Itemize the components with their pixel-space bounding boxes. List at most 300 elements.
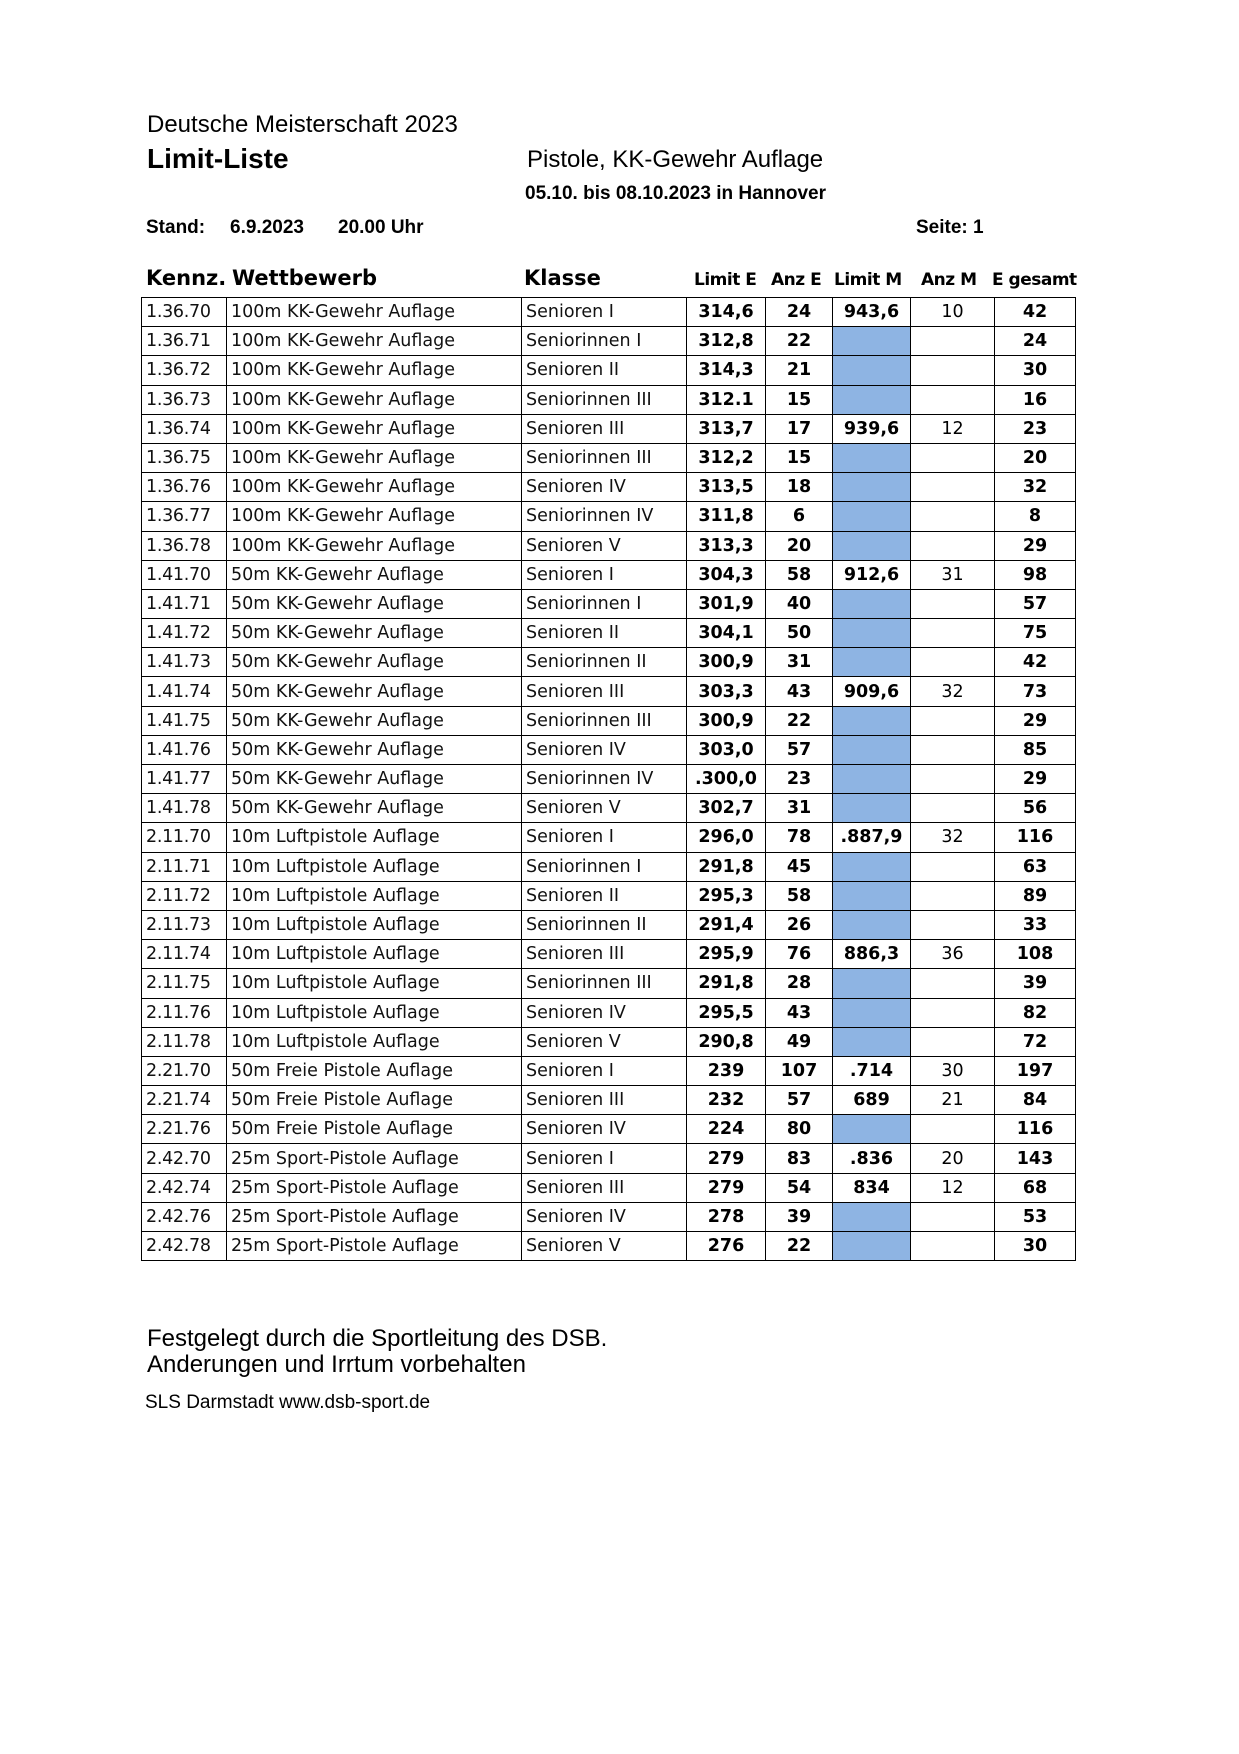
anz-e-cell: 15 bbox=[766, 443, 833, 472]
anz-e-cell: 76 bbox=[766, 940, 833, 969]
limit-m-cell bbox=[833, 356, 911, 385]
anz-e-cell: 43 bbox=[766, 998, 833, 1027]
klasse-cell: Senioren I bbox=[522, 298, 687, 327]
kennz-cell: 2.42.76 bbox=[142, 1202, 227, 1231]
table-row bbox=[142, 794, 1076, 823]
limit-e-cell: 295,9 bbox=[687, 940, 766, 969]
klasse-cell: Seniorinnen II bbox=[522, 648, 687, 677]
kennz-cell: 1.36.72 bbox=[142, 356, 227, 385]
kennz-cell: 1.36.75 bbox=[142, 443, 227, 472]
kennz-cell: 2.11.75 bbox=[142, 969, 227, 998]
limit-e-cell: 295,3 bbox=[687, 881, 766, 910]
limit-m-cell: 912,6 bbox=[833, 560, 911, 589]
kennz-cell: 2.11.72 bbox=[142, 881, 227, 910]
kennz-cell: 1.36.78 bbox=[142, 531, 227, 560]
anz-e-cell: 17 bbox=[766, 414, 833, 443]
kennz-cell: 2.11.71 bbox=[142, 852, 227, 881]
limit-table-body bbox=[142, 298, 1076, 1261]
table-row bbox=[142, 1144, 1076, 1173]
anz-m-cell bbox=[911, 473, 995, 502]
footer-line-1: Festgelegt durch die Sportleitung des DSB. bbox=[147, 1325, 608, 1352]
table-row bbox=[142, 881, 1076, 910]
limit-m-cell bbox=[833, 881, 911, 910]
wettbewerb-cell: 50m KK-Gewehr Auflage bbox=[227, 560, 522, 589]
table-row bbox=[142, 706, 1076, 735]
anz-e-cell: 23 bbox=[766, 765, 833, 794]
limit-m-cell bbox=[833, 385, 911, 414]
limit-e-cell: 312,8 bbox=[687, 327, 766, 356]
klasse-cell: Seniorinnen I bbox=[522, 327, 687, 356]
col-header-wettbewerb: Wettbewerb bbox=[232, 266, 378, 290]
klasse-cell: Seniorinnen III bbox=[522, 706, 687, 735]
anz-e-cell: 83 bbox=[766, 1144, 833, 1173]
anz-m-cell bbox=[911, 998, 995, 1027]
anz-e-cell: 21 bbox=[766, 356, 833, 385]
wettbewerb-cell: 100m KK-Gewehr Auflage bbox=[227, 327, 522, 356]
kennz-cell: 1.41.74 bbox=[142, 677, 227, 706]
klasse-cell: Senioren V bbox=[522, 531, 687, 560]
e-gesamt-cell: 143 bbox=[995, 1144, 1076, 1173]
anz-e-cell: 15 bbox=[766, 385, 833, 414]
klasse-cell: Senioren III bbox=[522, 1086, 687, 1115]
wettbewerb-cell: 25m Sport-Pistole Auflage bbox=[227, 1202, 522, 1231]
e-gesamt-cell: 75 bbox=[995, 619, 1076, 648]
kennz-cell: 1.36.74 bbox=[142, 414, 227, 443]
wettbewerb-cell: 10m Luftpistole Auflage bbox=[227, 910, 522, 939]
stand-date: 6.9.2023 bbox=[230, 217, 304, 238]
limit-m-cell bbox=[833, 1115, 911, 1144]
klasse-cell: Senioren IV bbox=[522, 1115, 687, 1144]
col-header-anz-m: Anz M bbox=[921, 270, 977, 290]
table-row bbox=[142, 1086, 1076, 1115]
limit-m-cell bbox=[833, 502, 911, 531]
limit-m-cell bbox=[833, 910, 911, 939]
klasse-cell: Senioren II bbox=[522, 356, 687, 385]
e-gesamt-cell: 57 bbox=[995, 589, 1076, 618]
e-gesamt-cell: 85 bbox=[995, 735, 1076, 764]
kennz-cell: 1.41.77 bbox=[142, 765, 227, 794]
table-row bbox=[142, 998, 1076, 1027]
wettbewerb-cell: 100m KK-Gewehr Auflage bbox=[227, 443, 522, 472]
wettbewerb-cell: 50m KK-Gewehr Auflage bbox=[227, 619, 522, 648]
e-gesamt-cell: 23 bbox=[995, 414, 1076, 443]
limit-e-cell: 312,2 bbox=[687, 443, 766, 472]
table-row bbox=[142, 969, 1076, 998]
anz-m-cell bbox=[911, 881, 995, 910]
col-header-e-gesamt: E gesamt bbox=[992, 270, 1077, 290]
wettbewerb-cell: 100m KK-Gewehr Auflage bbox=[227, 414, 522, 443]
anz-e-cell: 24 bbox=[766, 298, 833, 327]
anz-m-cell bbox=[911, 1202, 995, 1231]
klasse-cell: Senioren V bbox=[522, 1232, 687, 1261]
table-row bbox=[142, 1115, 1076, 1144]
limit-m-cell bbox=[833, 1027, 911, 1056]
wettbewerb-cell: 50m Freie Pistole Auflage bbox=[227, 1115, 522, 1144]
anz-e-cell: 39 bbox=[766, 1202, 833, 1231]
limit-m-cell bbox=[833, 998, 911, 1027]
limit-m-cell bbox=[833, 327, 911, 356]
limit-e-cell: 296,0 bbox=[687, 823, 766, 852]
klasse-cell: Seniorinnen I bbox=[522, 852, 687, 881]
wettbewerb-cell: 50m KK-Gewehr Auflage bbox=[227, 589, 522, 618]
kennz-cell: 1.41.76 bbox=[142, 735, 227, 764]
limit-m-cell bbox=[833, 589, 911, 618]
anz-e-cell: 22 bbox=[766, 327, 833, 356]
anz-m-cell bbox=[911, 794, 995, 823]
col-header-klasse: Klasse bbox=[524, 266, 601, 290]
anz-m-cell bbox=[911, 589, 995, 618]
klasse-cell: Senioren III bbox=[522, 940, 687, 969]
table-row bbox=[142, 910, 1076, 939]
limit-m-cell: 909,6 bbox=[833, 677, 911, 706]
limit-e-cell: 291,8 bbox=[687, 969, 766, 998]
kennz-cell: 2.42.70 bbox=[142, 1144, 227, 1173]
wettbewerb-cell: 50m Freie Pistole Auflage bbox=[227, 1056, 522, 1085]
limit-m-cell bbox=[833, 619, 911, 648]
limit-m-cell bbox=[833, 852, 911, 881]
kennz-cell: 1.36.73 bbox=[142, 385, 227, 414]
limit-e-cell: 278 bbox=[687, 1202, 766, 1231]
anz-e-cell: 58 bbox=[766, 881, 833, 910]
table-row bbox=[142, 648, 1076, 677]
anz-e-cell: 54 bbox=[766, 1173, 833, 1202]
anz-e-cell: 22 bbox=[766, 1232, 833, 1261]
table-row bbox=[142, 502, 1076, 531]
limit-e-cell: 312.1 bbox=[687, 385, 766, 414]
anz-m-cell: 36 bbox=[911, 940, 995, 969]
klasse-cell: Senioren IV bbox=[522, 735, 687, 764]
anz-m-cell: 10 bbox=[911, 298, 995, 327]
e-gesamt-cell: 16 bbox=[995, 385, 1076, 414]
anz-m-cell: 20 bbox=[911, 1144, 995, 1173]
e-gesamt-cell: 30 bbox=[995, 1232, 1076, 1261]
limit-m-cell bbox=[833, 443, 911, 472]
anz-m-cell: 32 bbox=[911, 823, 995, 852]
anz-m-cell bbox=[911, 1027, 995, 1056]
wettbewerb-cell: 100m KK-Gewehr Auflage bbox=[227, 473, 522, 502]
anz-m-cell: 31 bbox=[911, 560, 995, 589]
e-gesamt-cell: 68 bbox=[995, 1173, 1076, 1202]
limit-m-cell bbox=[833, 648, 911, 677]
e-gesamt-cell: 8 bbox=[995, 502, 1076, 531]
limit-m-cell: 886,3 bbox=[833, 940, 911, 969]
table-row bbox=[142, 298, 1076, 327]
e-gesamt-cell: 197 bbox=[995, 1056, 1076, 1085]
limit-m-cell bbox=[833, 794, 911, 823]
limit-m-cell bbox=[833, 531, 911, 560]
kennz-cell: 2.42.74 bbox=[142, 1173, 227, 1202]
anz-m-cell: 21 bbox=[911, 1086, 995, 1115]
anz-e-cell: 22 bbox=[766, 706, 833, 735]
anz-m-cell bbox=[911, 1232, 995, 1261]
e-gesamt-cell: 29 bbox=[995, 765, 1076, 794]
kennz-cell: 1.41.71 bbox=[142, 589, 227, 618]
anz-e-cell: 31 bbox=[766, 648, 833, 677]
wettbewerb-cell: 50m KK-Gewehr Auflage bbox=[227, 706, 522, 735]
klasse-cell: Senioren IV bbox=[522, 473, 687, 502]
kennz-cell: 1.36.70 bbox=[142, 298, 227, 327]
event-title: Deutsche Meisterschaft 2023 bbox=[147, 111, 458, 138]
table-row bbox=[142, 823, 1076, 852]
wettbewerb-cell: 100m KK-Gewehr Auflage bbox=[227, 531, 522, 560]
e-gesamt-cell: 84 bbox=[995, 1086, 1076, 1115]
anz-m-cell: 12 bbox=[911, 1173, 995, 1202]
table-row bbox=[142, 531, 1076, 560]
limit-e-cell: 295,5 bbox=[687, 998, 766, 1027]
anz-e-cell: 50 bbox=[766, 619, 833, 648]
kennz-cell: 2.21.76 bbox=[142, 1115, 227, 1144]
anz-m-cell bbox=[911, 648, 995, 677]
anz-e-cell: 26 bbox=[766, 910, 833, 939]
table-row bbox=[142, 735, 1076, 764]
wettbewerb-cell: 25m Sport-Pistole Auflage bbox=[227, 1144, 522, 1173]
kennz-cell: 2.11.70 bbox=[142, 823, 227, 852]
limit-e-cell: 314,6 bbox=[687, 298, 766, 327]
wettbewerb-cell: 100m KK-Gewehr Auflage bbox=[227, 356, 522, 385]
anz-m-cell bbox=[911, 706, 995, 735]
anz-e-cell: 80 bbox=[766, 1115, 833, 1144]
table-row bbox=[142, 589, 1076, 618]
table-row bbox=[142, 1173, 1076, 1202]
limit-m-cell: .836 bbox=[833, 1144, 911, 1173]
anz-m-cell bbox=[911, 531, 995, 560]
anz-m-cell bbox=[911, 1115, 995, 1144]
table-row bbox=[142, 414, 1076, 443]
limit-e-cell: .300,0 bbox=[687, 765, 766, 794]
wettbewerb-cell: 50m KK-Gewehr Auflage bbox=[227, 794, 522, 823]
e-gesamt-cell: 89 bbox=[995, 881, 1076, 910]
limit-e-cell: 314,3 bbox=[687, 356, 766, 385]
e-gesamt-cell: 108 bbox=[995, 940, 1076, 969]
table-row bbox=[142, 619, 1076, 648]
e-gesamt-cell: 63 bbox=[995, 852, 1076, 881]
anz-e-cell: 58 bbox=[766, 560, 833, 589]
e-gesamt-cell: 39 bbox=[995, 969, 1076, 998]
limit-e-cell: 300,9 bbox=[687, 648, 766, 677]
limit-m-cell bbox=[833, 735, 911, 764]
limit-m-cell bbox=[833, 1202, 911, 1231]
e-gesamt-cell: 82 bbox=[995, 998, 1076, 1027]
klasse-cell: Senioren V bbox=[522, 1027, 687, 1056]
e-gesamt-cell: 53 bbox=[995, 1202, 1076, 1231]
anz-e-cell: 20 bbox=[766, 531, 833, 560]
limit-e-cell: 301,9 bbox=[687, 589, 766, 618]
e-gesamt-cell: 24 bbox=[995, 327, 1076, 356]
limit-e-cell: 303,3 bbox=[687, 677, 766, 706]
klasse-cell: Senioren III bbox=[522, 1173, 687, 1202]
kennz-cell: 1.41.72 bbox=[142, 619, 227, 648]
table-row bbox=[142, 677, 1076, 706]
e-gesamt-cell: 29 bbox=[995, 706, 1076, 735]
limit-m-cell: 834 bbox=[833, 1173, 911, 1202]
anz-m-cell bbox=[911, 765, 995, 794]
table-row bbox=[142, 1056, 1076, 1085]
anz-e-cell: 43 bbox=[766, 677, 833, 706]
e-gesamt-cell: 116 bbox=[995, 823, 1076, 852]
klasse-cell: Seniorinnen III bbox=[522, 385, 687, 414]
wettbewerb-cell: 50m KK-Gewehr Auflage bbox=[227, 735, 522, 764]
anz-m-cell bbox=[911, 852, 995, 881]
table-row bbox=[142, 443, 1076, 472]
limit-e-cell: 291,8 bbox=[687, 852, 766, 881]
anz-e-cell: 107 bbox=[766, 1056, 833, 1085]
wettbewerb-cell: 100m KK-Gewehr Auflage bbox=[227, 502, 522, 531]
klasse-cell: Seniorinnen II bbox=[522, 910, 687, 939]
limit-e-cell: 304,1 bbox=[687, 619, 766, 648]
kennz-cell: 1.41.73 bbox=[142, 648, 227, 677]
wettbewerb-cell: 25m Sport-Pistole Auflage bbox=[227, 1232, 522, 1261]
anz-m-cell bbox=[911, 619, 995, 648]
table-row bbox=[142, 1232, 1076, 1261]
kennz-cell: 2.11.76 bbox=[142, 998, 227, 1027]
anz-m-cell bbox=[911, 969, 995, 998]
discipline-title: Pistole, KK-Gewehr Auflage bbox=[527, 146, 824, 173]
anz-e-cell: 45 bbox=[766, 852, 833, 881]
e-gesamt-cell: 42 bbox=[995, 298, 1076, 327]
kennz-cell: 1.36.71 bbox=[142, 327, 227, 356]
table-row bbox=[142, 1027, 1076, 1056]
anz-m-cell bbox=[911, 327, 995, 356]
stand-label: Stand: bbox=[146, 217, 206, 238]
klasse-cell: Senioren I bbox=[522, 1144, 687, 1173]
col-header-kennz: Kennz. bbox=[146, 266, 227, 290]
kennz-cell: 2.11.78 bbox=[142, 1027, 227, 1056]
klasse-cell: Seniorinnen IV bbox=[522, 502, 687, 531]
wettbewerb-cell: 10m Luftpistole Auflage bbox=[227, 969, 522, 998]
limit-table bbox=[141, 297, 1076, 1261]
kennz-cell: 2.21.70 bbox=[142, 1056, 227, 1085]
table-row bbox=[142, 560, 1076, 589]
limit-m-cell bbox=[833, 473, 911, 502]
e-gesamt-cell: 72 bbox=[995, 1027, 1076, 1056]
limit-e-cell: 300,9 bbox=[687, 706, 766, 735]
klasse-cell: Senioren III bbox=[522, 414, 687, 443]
anz-m-cell: 30 bbox=[911, 1056, 995, 1085]
klasse-cell: Senioren I bbox=[522, 560, 687, 589]
anz-e-cell: 28 bbox=[766, 969, 833, 998]
wettbewerb-cell: 50m KK-Gewehr Auflage bbox=[227, 648, 522, 677]
e-gesamt-cell: 30 bbox=[995, 356, 1076, 385]
anz-e-cell: 57 bbox=[766, 735, 833, 764]
footer-source: SLS Darmstadt www.dsb-sport.de bbox=[145, 1392, 431, 1413]
col-header-anz-e: Anz E bbox=[771, 270, 822, 290]
klasse-cell: Seniorinnen I bbox=[522, 589, 687, 618]
anz-e-cell: 6 bbox=[766, 502, 833, 531]
anz-m-cell: 12 bbox=[911, 414, 995, 443]
kennz-cell: 1.41.75 bbox=[142, 706, 227, 735]
e-gesamt-cell: 56 bbox=[995, 794, 1076, 823]
col-header-limit-m: Limit M bbox=[834, 270, 902, 290]
footer-note bbox=[147, 1326, 607, 1378]
limit-m-cell: 943,6 bbox=[833, 298, 911, 327]
kennz-cell: 1.41.70 bbox=[142, 560, 227, 589]
wettbewerb-cell: 50m KK-Gewehr Auflage bbox=[227, 765, 522, 794]
e-gesamt-cell: 73 bbox=[995, 677, 1076, 706]
wettbewerb-cell: 100m KK-Gewehr Auflage bbox=[227, 298, 522, 327]
anz-m-cell: 32 bbox=[911, 677, 995, 706]
klasse-cell: Senioren III bbox=[522, 677, 687, 706]
stand-time: 20.00 Uhr bbox=[338, 217, 424, 238]
limit-m-cell: .714 bbox=[833, 1056, 911, 1085]
table-row bbox=[142, 1202, 1076, 1231]
wettbewerb-cell: 10m Luftpistole Auflage bbox=[227, 940, 522, 969]
anz-e-cell: 57 bbox=[766, 1086, 833, 1115]
limit-e-cell: 311,8 bbox=[687, 502, 766, 531]
anz-e-cell: 31 bbox=[766, 794, 833, 823]
wettbewerb-cell: 10m Luftpistole Auflage bbox=[227, 852, 522, 881]
e-gesamt-cell: 33 bbox=[995, 910, 1076, 939]
klasse-cell: Seniorinnen III bbox=[522, 969, 687, 998]
limit-e-cell: 276 bbox=[687, 1232, 766, 1261]
anz-m-cell bbox=[911, 443, 995, 472]
limit-m-cell bbox=[833, 765, 911, 794]
footer-line-2: Anderungen und Irrtum vorbehalten bbox=[147, 1351, 526, 1378]
klasse-cell: Senioren V bbox=[522, 794, 687, 823]
limit-m-cell bbox=[833, 1232, 911, 1261]
klasse-cell: Senioren I bbox=[522, 1056, 687, 1085]
klasse-cell: Senioren IV bbox=[522, 998, 687, 1027]
e-gesamt-cell: 20 bbox=[995, 443, 1076, 472]
limit-e-cell: 232 bbox=[687, 1086, 766, 1115]
kennz-cell: 2.21.74 bbox=[142, 1086, 227, 1115]
klasse-cell: Senioren II bbox=[522, 619, 687, 648]
table-row bbox=[142, 940, 1076, 969]
table-row bbox=[142, 385, 1076, 414]
anz-m-cell bbox=[911, 356, 995, 385]
anz-m-cell bbox=[911, 502, 995, 531]
page-number: Seite: 1 bbox=[916, 217, 984, 238]
limit-e-cell: 290,8 bbox=[687, 1027, 766, 1056]
klasse-cell: Seniorinnen III bbox=[522, 443, 687, 472]
anz-e-cell: 18 bbox=[766, 473, 833, 502]
wettbewerb-cell: 50m KK-Gewehr Auflage bbox=[227, 677, 522, 706]
anz-e-cell: 49 bbox=[766, 1027, 833, 1056]
klasse-cell: Senioren IV bbox=[522, 1202, 687, 1231]
event-dates: 05.10. bis 08.10.2023 in Hannover bbox=[525, 183, 827, 204]
wettbewerb-cell: 100m KK-Gewehr Auflage bbox=[227, 385, 522, 414]
table-row bbox=[142, 765, 1076, 794]
kennz-cell: 2.42.78 bbox=[142, 1232, 227, 1261]
limit-e-cell: 313,3 bbox=[687, 531, 766, 560]
wettbewerb-cell: 10m Luftpistole Auflage bbox=[227, 881, 522, 910]
kennz-cell: 2.11.74 bbox=[142, 940, 227, 969]
limit-e-cell: 304,3 bbox=[687, 560, 766, 589]
limit-m-cell: 939,6 bbox=[833, 414, 911, 443]
limit-m-cell bbox=[833, 706, 911, 735]
limit-m-cell bbox=[833, 969, 911, 998]
limit-m-cell: 689 bbox=[833, 1086, 911, 1115]
limit-e-cell: 224 bbox=[687, 1115, 766, 1144]
wettbewerb-cell: 10m Luftpistole Auflage bbox=[227, 1027, 522, 1056]
wettbewerb-cell: 10m Luftpistole Auflage bbox=[227, 998, 522, 1027]
limit-e-cell: 303,0 bbox=[687, 735, 766, 764]
limit-e-cell: 239 bbox=[687, 1056, 766, 1085]
table-row bbox=[142, 473, 1076, 502]
limit-e-cell: 279 bbox=[687, 1173, 766, 1202]
page-title: Limit-Liste bbox=[147, 143, 289, 174]
e-gesamt-cell: 42 bbox=[995, 648, 1076, 677]
col-header-limit-e: Limit E bbox=[694, 270, 757, 290]
table-row bbox=[142, 327, 1076, 356]
limit-e-cell: 313,7 bbox=[687, 414, 766, 443]
limit-e-cell: 313,5 bbox=[687, 473, 766, 502]
limit-e-cell: 291,4 bbox=[687, 910, 766, 939]
limit-e-cell: 279 bbox=[687, 1144, 766, 1173]
klasse-cell: Seniorinnen IV bbox=[522, 765, 687, 794]
anz-m-cell bbox=[911, 910, 995, 939]
table-row bbox=[142, 852, 1076, 881]
wettbewerb-cell: 25m Sport-Pistole Auflage bbox=[227, 1173, 522, 1202]
